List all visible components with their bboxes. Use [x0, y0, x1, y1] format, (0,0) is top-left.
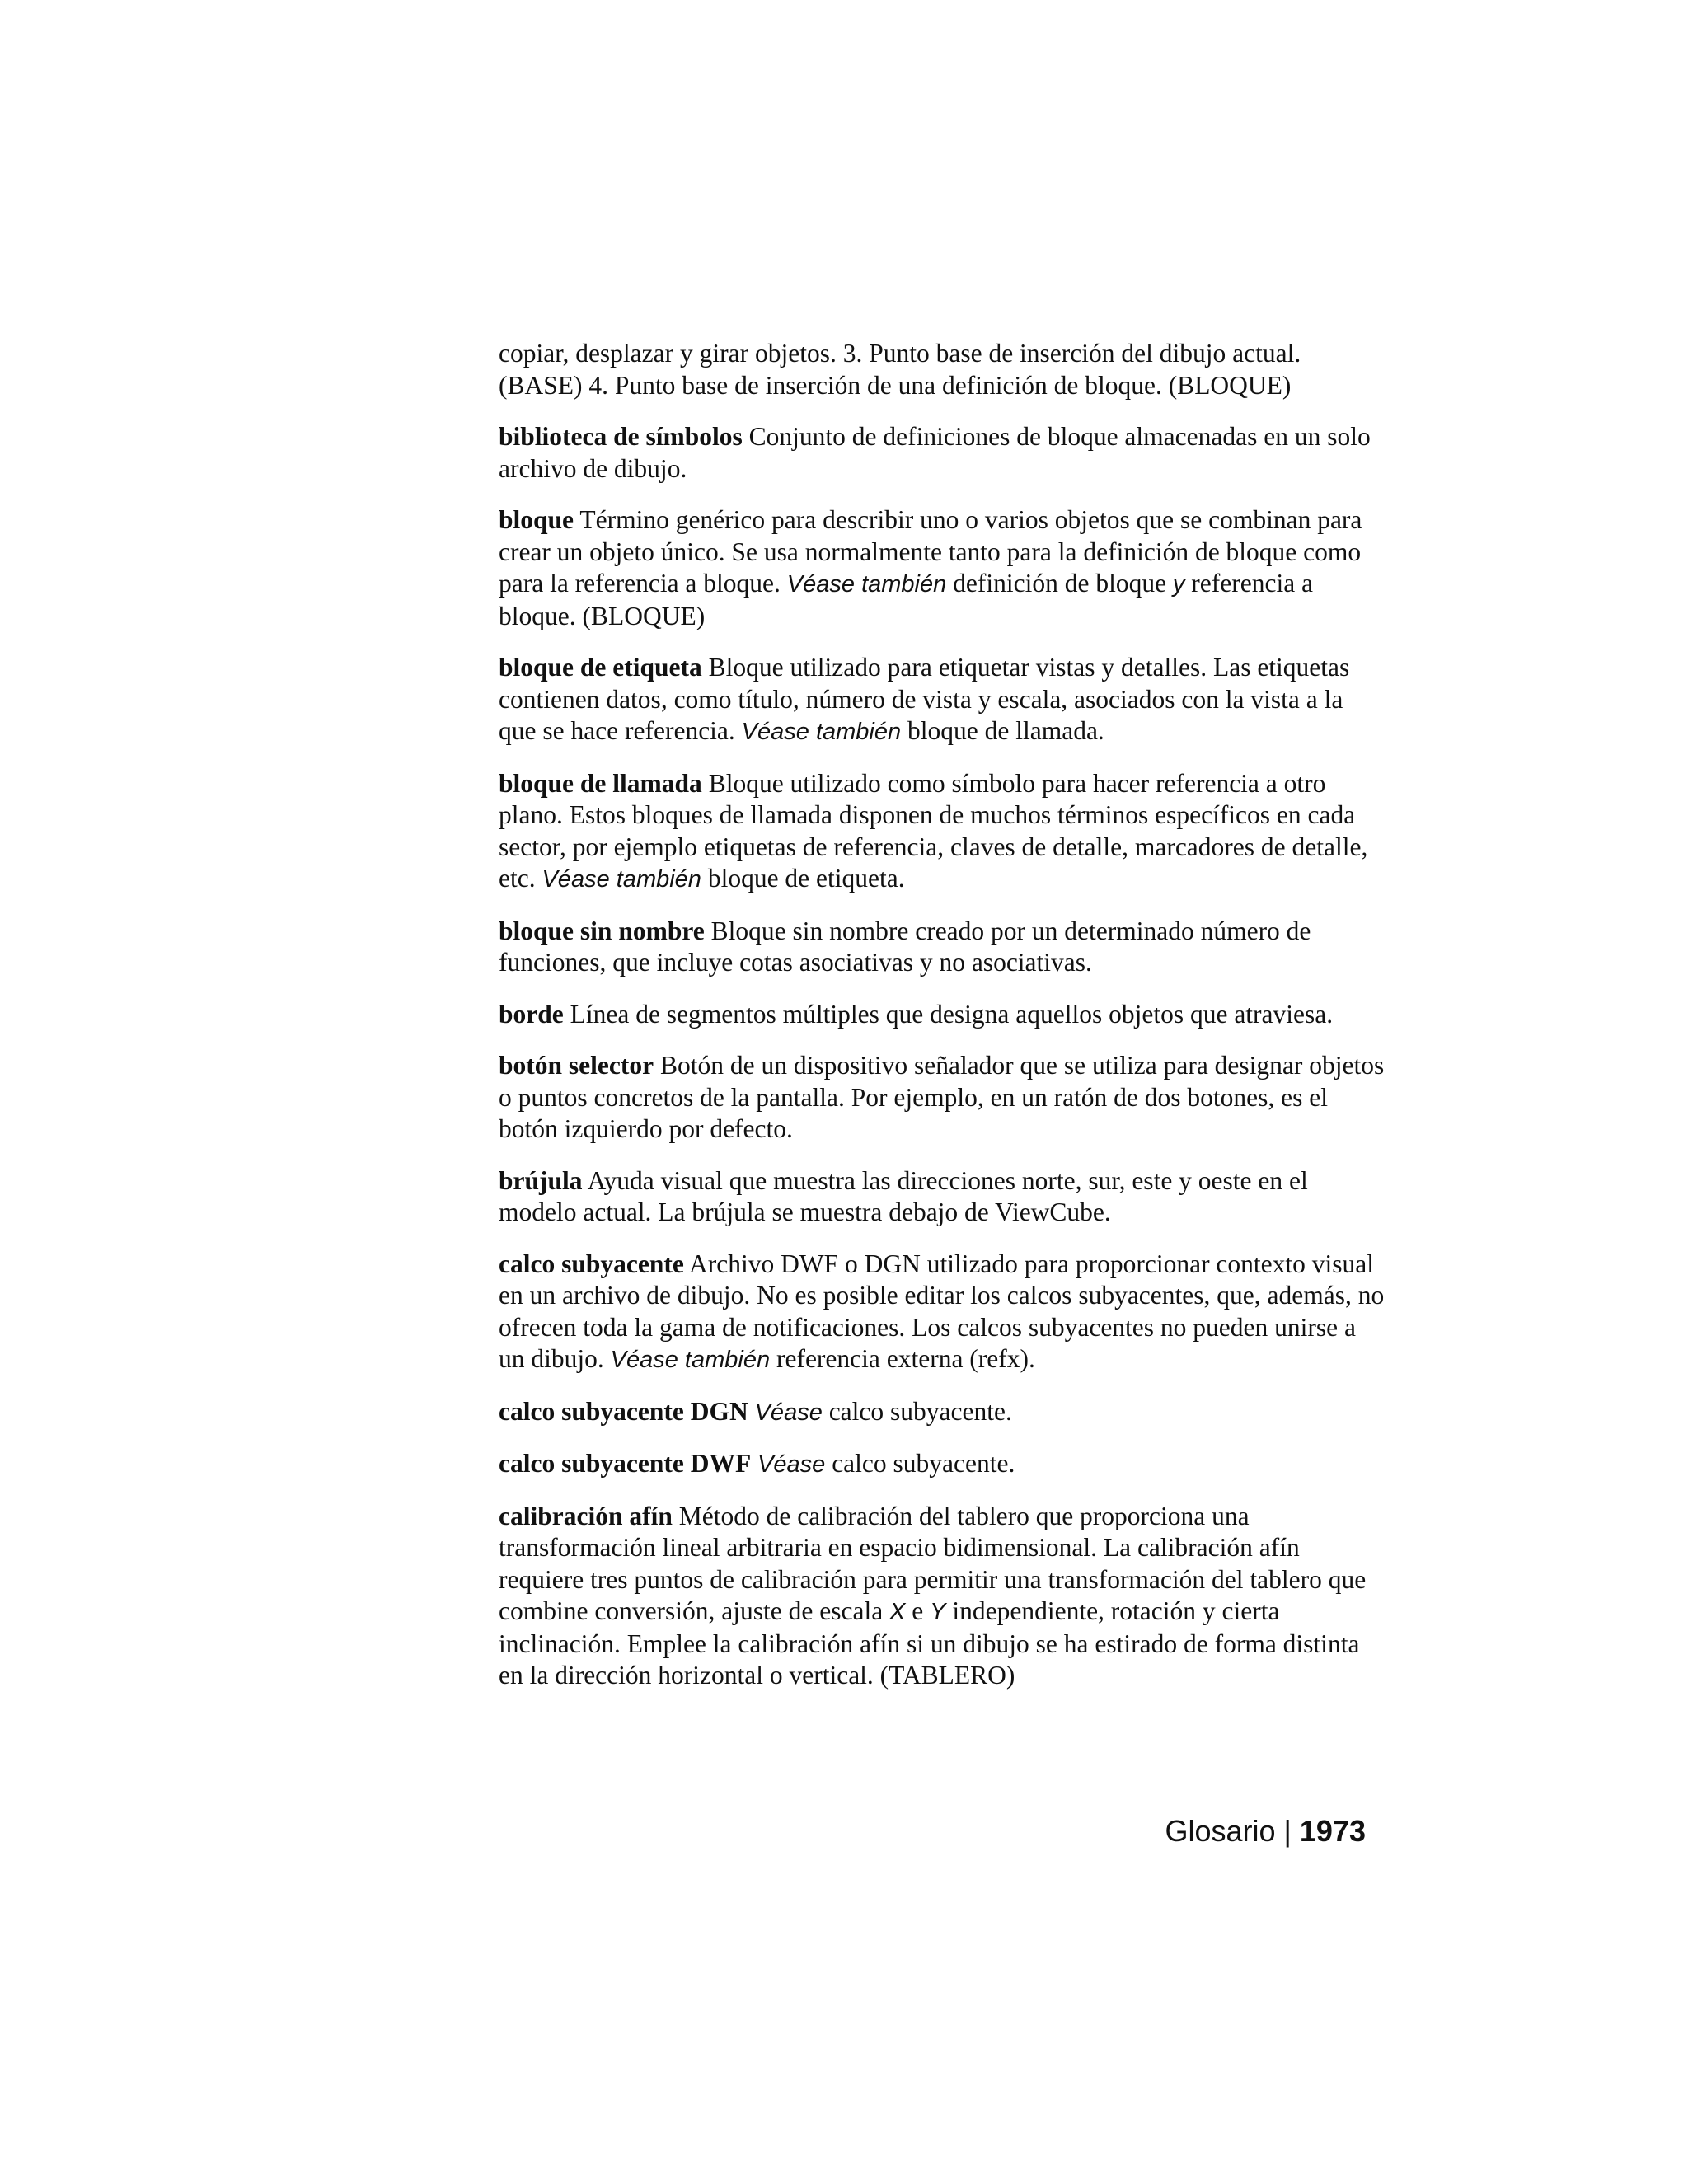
glossary-entry-biblioteca-de-simbolos [499, 421, 1385, 485]
entry-definition: Botón de un dispositivo señalador que se utiliza para designar objetos o puntos concretos de la pantalla. Por ejemplo, en un ratón de dos botones, es el botón izquierdo por defecto. [499, 1051, 1385, 1143]
conjunction-italic: y [1172, 571, 1185, 598]
glossary-entry-brujula [499, 1165, 1385, 1229]
page-footer [1165, 1813, 1366, 1849]
entry-definition-cont: referencia externa (refx). [776, 1344, 1035, 1373]
glossary-entry-bloque-de-llamada [499, 768, 1385, 896]
intro-text: copiar, desplazar y girar objetos. 3. Punto base de inserción del dibujo actual. (BASE) 4. Punto base de inserción de una definición de bloque. (BLOQUE) [499, 339, 1301, 400]
entry-term: bloque sin nombre [499, 916, 705, 945]
axis-y-italic: Y [930, 1599, 946, 1625]
entry-definition-cont: independiente, rotación y cierta inclinación. Emplee la calibración afín si un dibujo se ha estirado de forma distinta en la dirección horizontal o vertical. (TABLERO) [499, 1596, 1360, 1690]
entry-term: calibración afín [499, 1501, 673, 1530]
see-also-reference: Véase también [786, 571, 947, 598]
entry-definition: Ayuda visual que muestra las direcciones norte, sur, este y oeste en el modelo actual. La brújula se muestra debajo de ViewCube. [499, 1165, 1308, 1226]
entry-term: botón selector [499, 1051, 654, 1080]
footer-section-title: Glosario [1165, 1814, 1276, 1848]
glossary-entry-bloque [499, 504, 1385, 632]
entry-term: calco subyacente DWF [499, 1449, 752, 1478]
glossary-entry-boton-selector [499, 1050, 1385, 1146]
entry-definition: Término genérico para describir uno o varios objetos que se combinan para crear un objeto único. Se usa normalmente tanto para la definición de bloque como para la referencia a bloque. [499, 505, 1362, 598]
see-also-reference: Véase también [610, 1347, 771, 1373]
entry-definition-cont: bloque de etiqueta. [707, 864, 905, 893]
glossary-entry-calco-subyacente-dwf [499, 1448, 1385, 1481]
glossary-entry-calco-subyacente [499, 1249, 1385, 1376]
glossary-entry-calibracion-afin [499, 1501, 1385, 1692]
glossary-content [499, 338, 1385, 1712]
entry-definition: Línea de segmentos múltiples que designa aquellos objetos que atraviesa. [570, 999, 1334, 1029]
entry-term: bloque [499, 505, 574, 534]
entry-definition: Conjunto de definiciones de bloque almacenadas en un solo archivo de dibujo. [499, 422, 1371, 483]
glossary-entry-bloque-de-etiqueta [499, 652, 1385, 748]
entry-term: calco subyacente [499, 1249, 684, 1278]
entry-definition-cont: e [912, 1596, 924, 1625]
glossary-entry-calco-subyacente-dgn [499, 1396, 1385, 1429]
entry-term: brújula [499, 1165, 583, 1195]
entry-definition-cont: calco subyacente. [828, 1396, 1012, 1426]
intro-paragraph [499, 338, 1385, 401]
glossary-entry-borde [499, 999, 1385, 1031]
entry-definition: Método de calibración del tablero que proporciona una transformación lineal arbitraria en espacio bidimensional. La calibración afín requiere tres puntos de calibración para permitir una transformación del tablero que combine conversión, ajuste de escala [499, 1501, 1367, 1625]
see-also-reference: Véase también [542, 866, 701, 893]
entry-definition-cont: definición de bloque [953, 569, 1167, 598]
entry-term: borde [499, 999, 564, 1029]
page-number: 1973 [1299, 1814, 1366, 1848]
entry-definition: Bloque sin nombre creado por un determinado número de funciones, que incluye cotas asociativas y no asociativas. [499, 916, 1311, 977]
entry-definition-cont: referencia a bloque. (BLOQUE) [499, 569, 1314, 630]
entry-definition: Archivo DWF o DGN utilizado para proporcionar contexto visual en un archivo de dibujo. No es posible editar los calcos subyacentes, que, además, no ofrecen toda la gama de notificaciones. Los calcos subyacentes no pueden unirse a un dibujo. [499, 1249, 1385, 1373]
entry-term: biblioteca de símbolos [499, 422, 743, 451]
entry-definition: Bloque utilizado como símbolo para hacer referencia a otro plano. Estos bloques de llamada disponen de muchos términos específicos en cada sector, por ejemplo etiquetas de referencia, claves de detalle, marcadores de detalle, etc. [499, 768, 1368, 893]
entry-definition: Bloque utilizado para etiquetar vistas y detalles. Las etiquetas contienen datos, como título, número de vista y escala, asociados con la vista a la que se hace referencia. [499, 653, 1350, 745]
entry-term: calco subyacente DGN [499, 1396, 748, 1426]
axis-x-italic: X [889, 1599, 906, 1625]
see-also-reference: Véase también [741, 719, 902, 745]
see-reference: Véase [754, 1399, 823, 1426]
entry-definition-cont: calco subyacente. [832, 1449, 1015, 1478]
footer-separator: | [1283, 1814, 1292, 1848]
see-reference: Véase [757, 1451, 826, 1478]
glossary-entry-bloque-sin-nombre [499, 916, 1385, 979]
entry-term: bloque de etiqueta [499, 653, 702, 682]
entry-term: bloque de llamada [499, 768, 702, 798]
entry-definition-cont: bloque de llamada. [907, 716, 1104, 745]
